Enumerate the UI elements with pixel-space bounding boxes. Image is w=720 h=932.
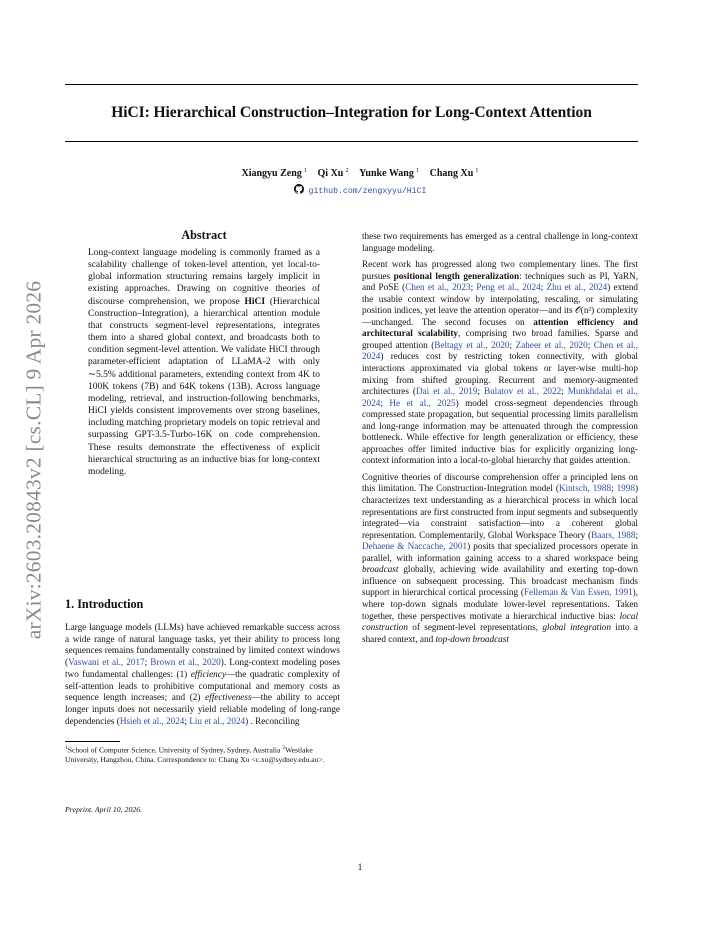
citation-link[interactable]: Hsieh et al., 2024	[119, 715, 185, 726]
citation-link[interactable]: Vaswani et al., 2017	[68, 657, 145, 668]
citation-link[interactable]: Brown et al., 2020	[150, 657, 221, 668]
title-bottom-rule	[65, 141, 638, 142]
paragraph: Recent work has progressed along two complementary lines. The first pursues positional length generalization: techniques such as PI, YaRN, and PoSE (Chen et al., 2023; Peng et al., 2024; Zhu et al., 2024) extend the usable context window by interpolating, rescaling, or simulating position indices, yet leave the attention operator—and its 𝒪(n²) complexity—unchanged. The second focuses on attention efficiency and architectural scalability, comprising two broad families. Sparse and grouped attention (Beltagy et al., 2020; Zaheer et al., 2020; Chen et al., 2024) reduces cost by restricting token connectivity, with global interactions approximated via global tokens or layer-wise multi-hop mixing from shifted grouping. Recurrent and memory-augmented architectures (Dai et al., 2019; Bulatov et al., 2022; Munkhdalai et al., 2024; He et al., 2025) model cross-segment dependencies through compressed state propagation, but sequential processing limits parallelism and long-range information may be attenuated through the compression bottleneck. While effective for length generalization or efficiency, these approaches offer limited inductive bias for explicitly organizing long-context information into a local-to-global hierarchy that guides attention.	[362, 259, 639, 466]
footnote-rule	[65, 741, 120, 742]
github-icon	[294, 184, 304, 194]
intro-paragraph: Large language models (LLMs) have achieved remarkable success across a wide range of natural language tasks, yet their ability to process long sequences remains fundamentally constrained by limited context windows (Vaswani et al., 2017; Brown et al., 2020). Long-context modeling poses two fundamental challenges: (1) efficiency—the quadratic complexity of self-attention leads to prohibitive computational and memory costs as sequence length increases; and (2) effectiveness—the ability to accept longer inputs does not necessarily yield reliable modeling of long-range dependencies (Hsieh et al., 2024; Liu et al., 2024) . Reconciling	[65, 622, 340, 726]
citation-link[interactable]: He et al., 2025	[389, 397, 456, 408]
author: Chang Xu $^1$	[429, 167, 479, 180]
title-top-rule	[65, 84, 638, 85]
author: Xiangyu Zeng $^1$	[241, 167, 308, 180]
repo-link-row	[0, 184, 720, 196]
citation-link[interactable]: Zhu et al., 2024	[546, 282, 608, 293]
affiliation-footnote: $^1$School of Computer Science, University of Sydney, Sydney, Australia $^2$Westlake University, Hangzhou, China. Correspondence to: Chang Xu <c.xu@sydney.edu.au>.	[65, 745, 325, 765]
author: Qi Xu $^2$	[317, 167, 349, 180]
citation-link[interactable]: Peng et al., 2024	[476, 282, 541, 293]
citation-link[interactable]: Liu et al., 2024	[189, 715, 246, 726]
paragraph: Cognitive theories of discourse comprehension offer a principled lens on this limitation. The Construction-Integration model (Kintsch, 1988; 1998) characterizes text understanding as a hierarchical process in which local representations are first constructed from input segments and subsequently integrated—via constraint satisfaction—into a coherent global representation. Complementarily, Global Workspace Theory (Baars, 1988; Dehaene & Naccache, 2001) posits that specialized processors operate in parallel, with information gaining access to a shared workspace being broadcast globally, achieving wide availability and exerting top-down influence on subsequent processing. This broadcast mechanism finds support in hierarchical cortical processing (Felleman & Van Essen, 1991), where top-down signals modulate lower-level representations. Taken together, these perspectives motivate a hierarchical inductive bias: local construction of segment-level representations, global integration into a shared context, and top-down broadcast	[362, 471, 639, 644]
citation-link[interactable]: Bulatov et al., 2022	[483, 386, 562, 397]
citation-link[interactable]: Felleman & Van Essen, 1991	[523, 587, 633, 598]
paragraph: these two requirements has emerged as a central challenge in long-context language modeling.	[362, 231, 638, 253]
citation-link[interactable]: Kintsch, 1988	[558, 483, 612, 494]
citation-link[interactable]: Baars, 1988	[591, 529, 636, 540]
page-number: 1	[357, 863, 363, 873]
abstract-heading: Abstract	[181, 228, 227, 242]
repo-link[interactable]: github.com/zengxyyu/HiCI	[308, 187, 427, 196]
citation-link[interactable]: Dai et al., 2019	[415, 386, 478, 397]
section-heading-introduction: 1. Introduction	[65, 597, 144, 611]
citation-link[interactable]: Chen et al., 2023	[405, 282, 471, 293]
citation-link[interactable]: 1998	[616, 483, 635, 494]
preprint-date: Preprint. April 10, 2026.	[65, 805, 143, 814]
citation-link[interactable]: Beltagy et al., 2020	[434, 339, 510, 350]
right-column	[362, 231, 638, 650]
citation-link[interactable]: Munkhdalai et al., 2024	[362, 386, 638, 408]
paper-title: HiCI: Hierarchical Construction–Integration for Long-Context Attention	[111, 104, 592, 121]
abstract-body: Long-context language modeling is commonly framed as a scalability challenge of token-level attention, yet local-to-global information structuring remains largely implicit in existing approaches. Drawing on cognitive theories of discourse comprehension, we propose HiCI (Hierarchical Construction–Integration), a hierarchical attention module that constructs segment-level representations, integrates them into a shared global context, and broadcasts both to condition segment-level attention. We validate HiCI through parameter-efficient adaptation of LLaMA-2 with only ∼5.5% additional parameters, extending context from 4K to 100K tokens (7B) and 64K tokens (13B). Across language modeling, retrieval, and instruction-following benchmarks, HiCI yields consistent improvements over strong baselines, including matching proprietary models on topic retrieval and surpassing GPT-3.5-Turbo-16K on code comprehension. These results demonstrate the effectiveness of explicit hierarchical structuring as an inductive bias for long-context modeling.	[88, 248, 320, 477]
citation-link[interactable]: Dehaene & Naccache, 2001	[362, 541, 468, 552]
arxiv-stamp: arXiv:2603.20843v2 [cs.CL] 9 Apr 2026	[21, 280, 46, 640]
citation-link[interactable]: Zaheer et al., 2020	[515, 339, 588, 350]
author: Yunke Wang $^1$	[359, 167, 420, 180]
citation-link[interactable]: Chen et al., 2024	[362, 339, 639, 362]
author-list	[0, 167, 720, 179]
